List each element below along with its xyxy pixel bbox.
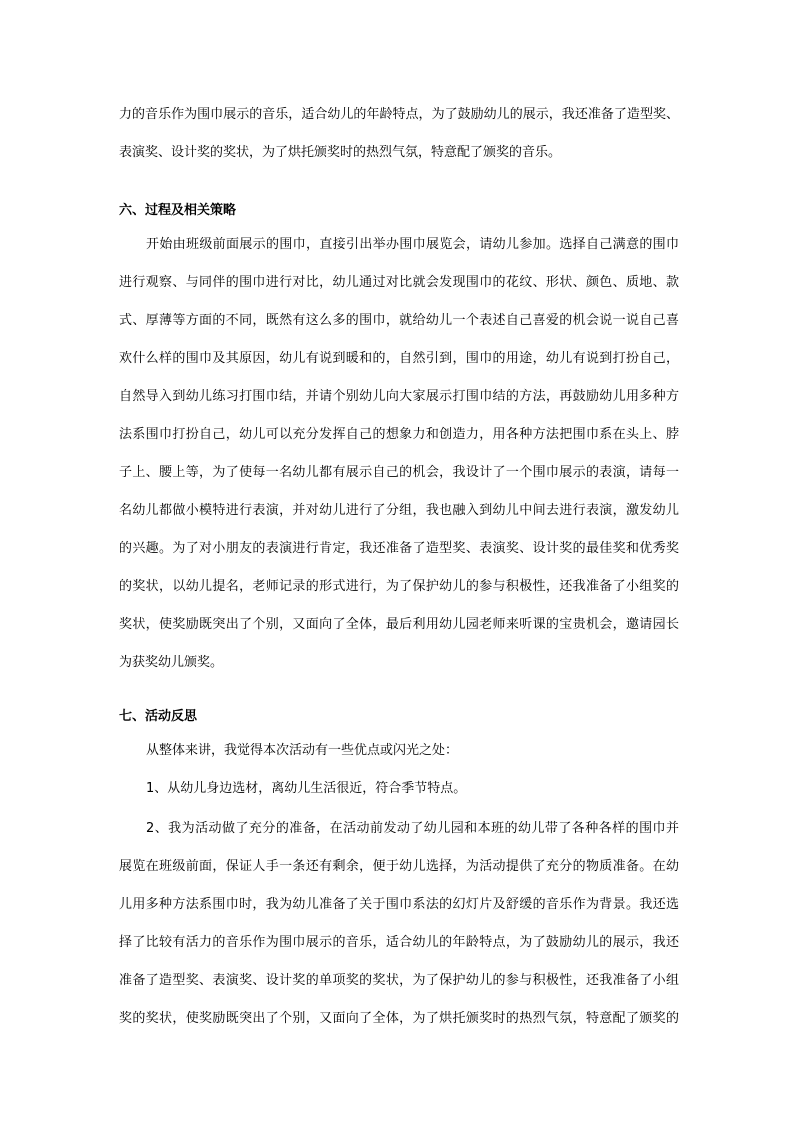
section-7-p3-line-3: 儿用多种方法系围巾时，我为幼儿准备了关于围巾系法的幻灯片及舒缓的音乐作为背景。我还选 (119, 897, 679, 912)
section-6-line-5: 自然导入到幼儿练习打围巾结，并请个别幼儿向大家展示打围巾结的方法，再鼓励幼儿用多种方 (119, 389, 679, 404)
section-6-line-6: 法系围巾打扮自己，幼儿可以充分发挥自己的想象力和创造力，用各种方法把围巾系在头上、脖 (119, 427, 679, 442)
section-7-paragraph-2: 1、从幼儿身边选材，离幼儿生活很近，符合季节特点。 (146, 781, 467, 796)
section-6-line-1: 开始由班级前面展示的围巾，直接引出举办围巾展览会，请幼儿参加。选择自己满意的围巾 (146, 237, 679, 252)
section-6-line-4: 欢什么样的围巾及其原因，幼儿有说到暖和的，自然引到，围巾的用途，幼儿有说到打扮自己， (119, 351, 679, 366)
section-7-p3-line-1: 2、我为活动做了充分的准备，在活动前发动了幼儿园和本班的幼儿带了各种各样的围巾并 (146, 821, 679, 836)
section-6-line-12: 为获奖幼儿颁奖。 (119, 655, 224, 670)
section-6-line-7: 子上、腰上等，为了使每一名幼儿都有展示自己的机会，我设计了一个围巾展示的表演，请每一 (119, 465, 679, 480)
section-6-line-11: 奖状，使奖励既突出了个别，又面向了全体，最后利用幼儿园老师来听课的宝贵机会，邀请园长 (119, 617, 679, 632)
section-7-p3-line-6: 奖的奖状，使奖励既突出了个别，又面向了全体，为了烘托颁奖时的热烈气氛，特意配了颁奖的 (119, 1011, 679, 1026)
section-7-p3-line-4: 择了比较有活力的音乐作为围巾展示的音乐，适合幼儿的年龄特点，为了鼓励幼儿的展示，我还 (119, 935, 679, 950)
section-6-line-3: 式、厚薄等方面的不同，既然有这么多的围巾，就给幼儿一个表述自己喜爱的机会说一说自己喜 (119, 313, 679, 328)
section-6-heading: 六、过程及相关策略 (119, 203, 237, 218)
section-7-p3-line-5: 准备了造型奖、表演奖、设计奖的单项奖的奖状，为了保护幼儿的参与积极性，还我准备了小组 (119, 973, 679, 988)
section-7-heading: 七、活动反思 (119, 709, 198, 724)
section-6-line-8: 名幼儿都做小模特进行表演，并对幼儿进行了分组，我也融入到幼儿中间去进行表演，激发幼儿 (119, 503, 679, 518)
section-6-line-9: 的兴趣。为了对小朋友的表演进行肯定，我还准备了造型奖、表演奖、设计奖的最佳奖和优秀奖 (119, 541, 679, 556)
section-7-p3-line-2: 展览在班级前面，保证人手一条还有剩余，便于幼儿选择，为活动提供了充分的物质准备。在幼 (119, 859, 679, 874)
section-6-line-10: 的奖状，以幼儿提名，老师记录的形式进行，为了保护幼儿的参与积极性，还我准备了小组奖的 (119, 579, 679, 594)
section-6-line-2: 进行观察、与同伴的围巾进行对比，幼儿通过对比就会发现围巾的花纹、形状、颜色、质地、款 (119, 275, 679, 290)
intro-line-2: 表演奖、设计奖的奖状，为了烘托颁奖时的热烈气氛，特意配了颁奖的音乐。 (119, 145, 562, 160)
section-7-paragraph-1: 从整体来讲，我觉得本次活动有一些优点或闪光之处： (146, 743, 459, 758)
intro-line-1: 力的音乐作为围巾展示的音乐，适合幼儿的年龄特点，为了鼓励幼儿的展示，我还准备了造型奖、 (119, 107, 679, 122)
